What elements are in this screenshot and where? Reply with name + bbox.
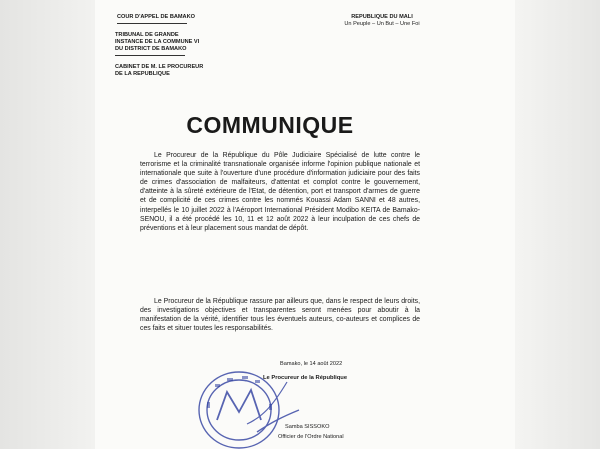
paragraph-2: Le Procureur de la République rassure par ailleurs que, dans le respect de leurs droits, des investigations objectives et transparentes seront menées pour aboutir à la manifestation de la vérité, identifier tous les éventuels auteurs, co-auteurs et complices de ces faits et situer toutes les responsabilités. <box>140 298 420 333</box>
paragraph-1: Le Procureur de la République du Pôle Judiciaire Spécialisé de lutte contre le terrorisme et la criminalité transnationale organisée informe l'opinion publique nationale et internationale que suite à l'ouverture d'une procédure d'information judiciaire pour des faits de crimes d'association de malfaiteurs, d'attentat et complot contre le gouvernement, d'atteinte à la sûreté extérieure de l'Etat, de détention, port et transport d'armes de guerre et de complicité de ces crimes contre les nommés Kouassi Adam SANNI et 48 autres, interpellés le 10 juillet 2022 à l'Aéroport International Président Modibo KEITA de Bamako-SENOU, il a été procédé les 10, 11 et 12 août 2022 à leur inculpation de ces chefs de préventions et à leur placement sous mandat de dépôt. <box>140 152 420 232</box>
signatory-title: Le Procureur de la République <box>263 375 348 381</box>
court-name: COUR D'APPEL DE BAMAKO <box>117 14 195 20</box>
header-rule <box>117 23 187 24</box>
signatory-rank: Officier de l'Ordre National <box>278 434 344 440</box>
tribunal-line-3: DU DISTRICT DE BAMAKO <box>115 46 187 52</box>
background-shade-left <box>0 0 95 449</box>
signatory-name: Samba SISSOKO <box>285 424 330 430</box>
header-left <box>115 14 265 86</box>
document-title: COMMUNIQUE <box>186 112 354 138</box>
cabinet-line-1: CABINET DE M. LE PROCUREUR <box>115 64 204 70</box>
header-right <box>312 14 452 28</box>
tribunal-line-1: TRIBUNAL DE GRANDE <box>115 32 179 38</box>
header-rule <box>115 55 185 56</box>
tribunal-line-2: INSTANCE DE LA COMMUNE VI <box>115 39 200 45</box>
dateline: Bamako, le 14 août 2022 <box>280 361 343 367</box>
country-name: REPUBLIQUE DU MALI <box>351 14 413 20</box>
national-motto: Un Peuple – Un But – Une Foi <box>344 21 420 27</box>
background-shade-right <box>515 0 600 449</box>
cabinet-line-2: DE LA REPUBLIQUE <box>115 71 170 77</box>
